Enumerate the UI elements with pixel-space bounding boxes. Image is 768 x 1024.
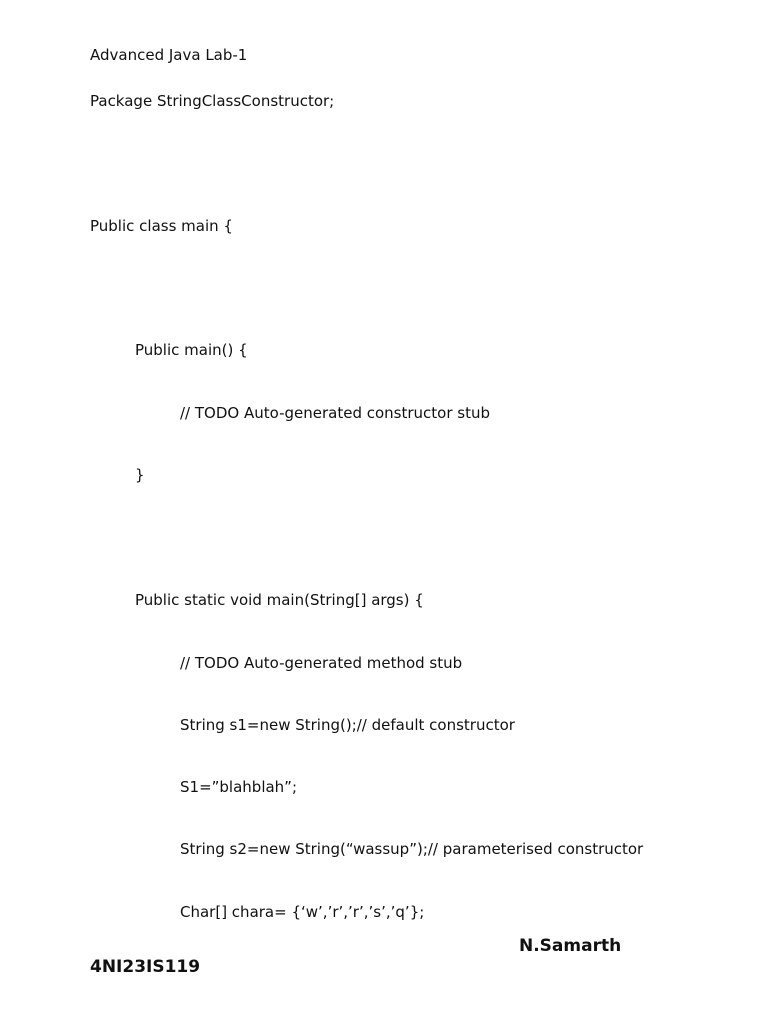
constructor-declaration-line: Public main() {	[135, 341, 248, 359]
constructor-closing-brace: }	[135, 466, 145, 484]
method-comment-line: // TODO Auto-generated method stub	[180, 654, 463, 672]
char-array-line: Char[] chara= {‘w’,’r’,’r’,’s’,’q’};	[180, 903, 425, 921]
student-usn: 4NI23IS119	[90, 957, 201, 977]
constructor-comment-line: // TODO Auto-generated constructor stub	[180, 404, 490, 422]
default-constructor-line: String s1=new String();// default constructor	[180, 716, 515, 734]
lab-title: Advanced Java Lab-1	[90, 46, 248, 64]
parameterised-constructor-line: String s2=new String(“wassup”);// parameterised constructor	[180, 840, 644, 858]
class-declaration-line: Public class main {	[90, 217, 233, 235]
main-method-declaration-line: Public static void main(String[] args) {	[135, 591, 424, 609]
package-line: Package StringClassConstructor;	[90, 92, 335, 110]
author-name: N.Samarth	[519, 936, 622, 956]
string-assignment-line: S1=”blahblah”;	[180, 778, 298, 796]
